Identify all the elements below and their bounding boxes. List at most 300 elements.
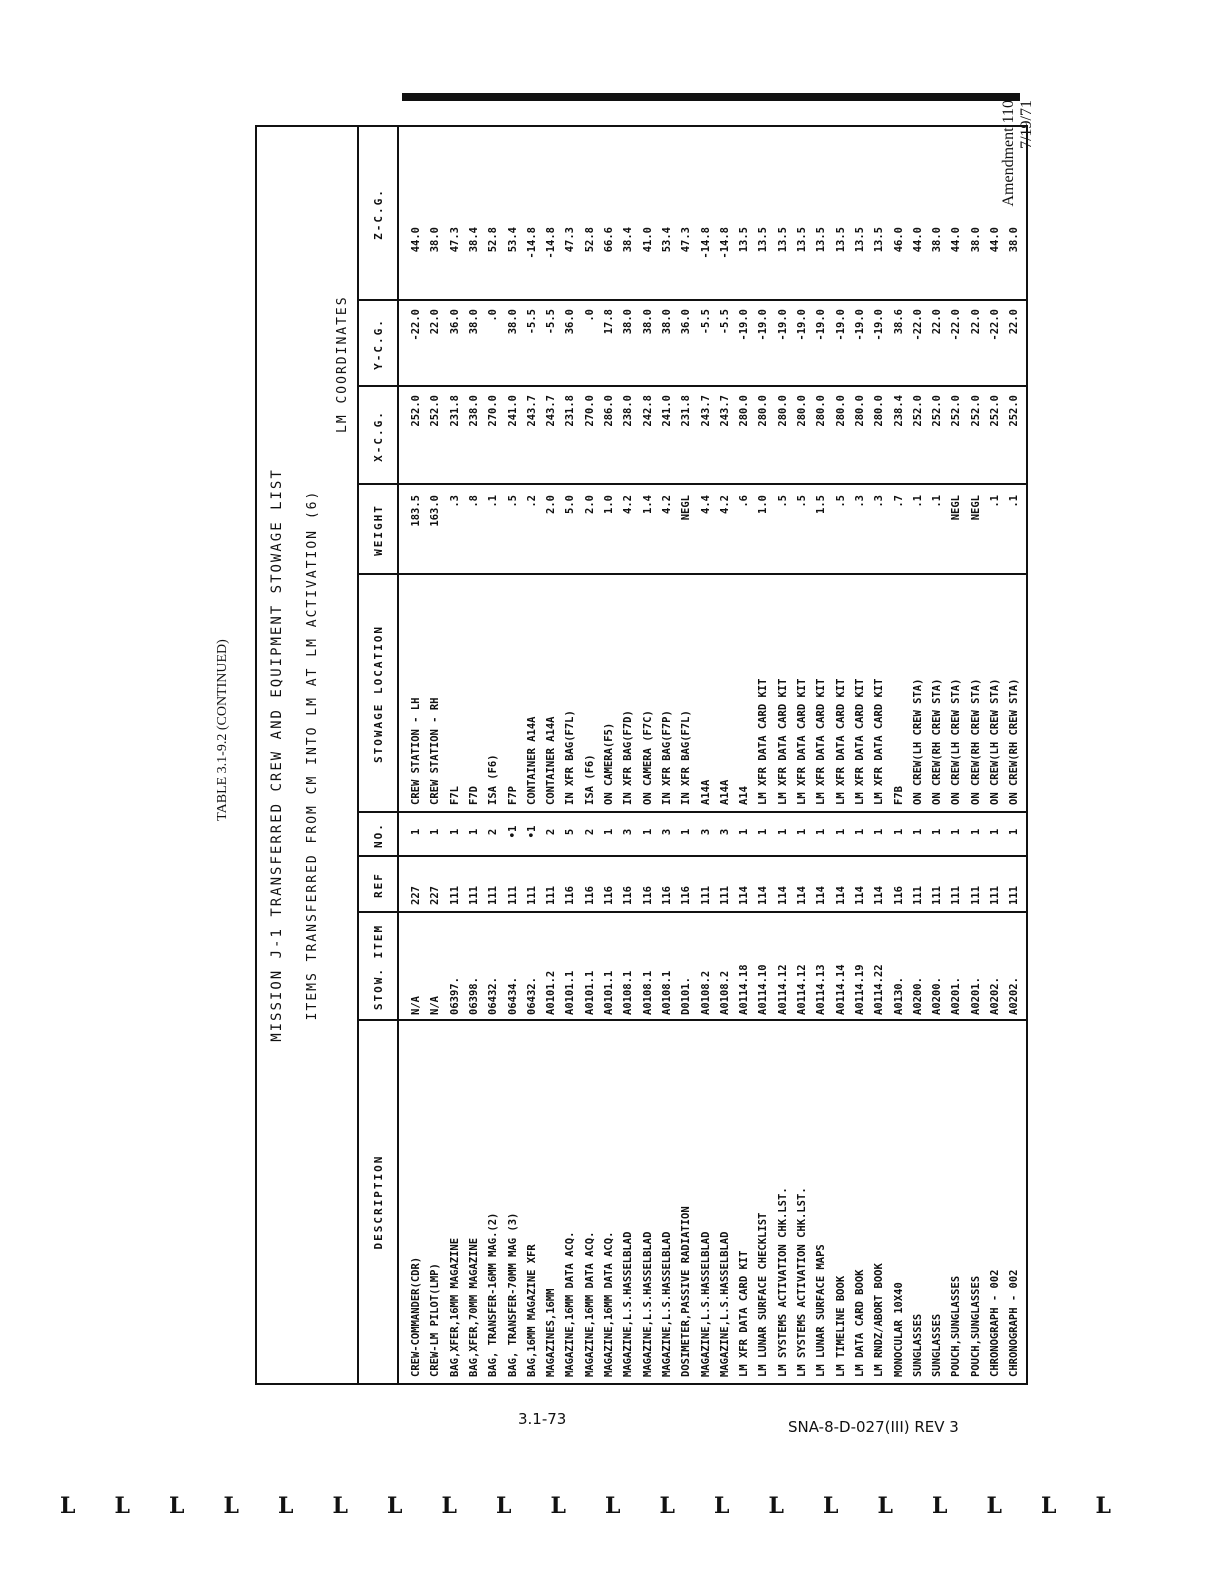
cell-wt: .7 (892, 495, 905, 508)
cell-wt: .3 (853, 495, 866, 508)
cell-wt: 2.0 (545, 495, 558, 514)
cell-loc: ISA (F6) (583, 754, 596, 805)
cell-loc: A14 (738, 786, 751, 805)
cell-stow: N/A (410, 996, 422, 1015)
cell-loc: IN XFR BAG(F7L) (680, 710, 693, 805)
cell-x: 231.8 (680, 395, 693, 427)
cell-z: 13.5 (776, 227, 789, 253)
cell-no: 1 (853, 828, 866, 836)
cell-ref: 111 (448, 886, 461, 905)
cell-y: 38.0 (660, 309, 673, 335)
cell-no: 2 (583, 828, 596, 836)
cell-y: 38.0 (506, 309, 519, 335)
col-header-z-cg: Z-C.G. (372, 188, 385, 240)
cell-y: -19.0 (873, 309, 886, 341)
cell-x: 252.0 (1008, 395, 1021, 427)
cell-no: 1 (950, 828, 963, 836)
cell-loc: A14A (699, 779, 712, 805)
cell-ref: 114 (796, 886, 808, 905)
table-row (737, 127, 751, 1383)
cell-loc: CONTAINER A14A (525, 716, 538, 805)
cell-no: 2 (545, 828, 558, 836)
cell-ref: 116 (641, 886, 654, 905)
cell-stow: A0201. (969, 977, 982, 1015)
cell-stow: 06397. (448, 977, 461, 1015)
cell-z: 44.0 (950, 227, 963, 253)
cell-ref: 116 (583, 886, 596, 905)
cell-loc: ON CREW(RH CREW STA) (931, 678, 944, 805)
cell-desc: MAGAZINE,16MM DATA ACQ. (583, 1231, 596, 1377)
table-row (969, 127, 983, 1383)
cell-stow: A0101.1 (583, 970, 596, 1015)
cell-z: 44.0 (989, 227, 1001, 253)
cell-ref: 111 (1008, 886, 1021, 905)
cell-ref: 114 (834, 886, 847, 905)
cell-z: 47.3 (564, 227, 577, 253)
cell-y: -22.0 (911, 309, 924, 341)
cell-z: 52.8 (487, 227, 500, 253)
cell-ref: 116 (603, 886, 615, 905)
document-id: SNA-8-D-027(III) REV 3 (788, 1418, 959, 1436)
cell-no: 1 (1008, 828, 1021, 836)
table-row (776, 127, 790, 1383)
cell-x: 243.7 (545, 395, 558, 427)
cell-z: 38.4 (467, 227, 480, 253)
table-row (563, 127, 577, 1383)
cell-no: 1 (603, 828, 615, 836)
cell-ref: 114 (738, 886, 751, 905)
film-mark: L (823, 1493, 839, 1519)
cell-ref: 111 (931, 886, 944, 905)
cell-wt: .1 (911, 495, 924, 508)
table-row (911, 127, 925, 1383)
cell-desc: LM RNDZ/ABORT BOOK (873, 1263, 886, 1377)
col-header-y-cg: Y-C.G. (372, 318, 385, 370)
cell-wt: .1 (989, 495, 1001, 508)
table-row (949, 127, 963, 1383)
cell-x: 243.7 (525, 395, 538, 427)
table-row (699, 127, 713, 1383)
cell-y: 36.0 (564, 309, 577, 335)
cell-y: -19.0 (757, 309, 770, 341)
cell-loc: ON CREW(RH CREW STA) (1008, 678, 1021, 805)
cell-desc: CREW-COMMANDER(CDR) (410, 1256, 422, 1377)
cell-loc: ON CREW(RH CREW STA) (969, 678, 982, 805)
cell-x: 270.0 (487, 395, 500, 427)
cell-y: -22.0 (950, 309, 963, 341)
cell-no: 1 (834, 828, 847, 836)
cell-wt: 2.0 (583, 495, 596, 514)
cell-ref: 114 (853, 886, 866, 905)
cell-no: 1 (796, 828, 808, 836)
film-mark: L (441, 1493, 457, 1519)
cell-ref: 111 (545, 886, 558, 905)
cell-no: 1 (680, 828, 693, 836)
cell-stow: A0114.12 (796, 964, 808, 1015)
cell-desc: LM LUNAR SURFACE MAPS (815, 1244, 828, 1377)
cell-y: 38.0 (622, 309, 635, 335)
cell-ref: 111 (950, 886, 963, 905)
cell-loc: ISA (F6) (487, 754, 500, 805)
cell-z: 38.4 (622, 227, 635, 253)
table-row (467, 127, 481, 1383)
cell-wt: 4.2 (718, 495, 731, 514)
cell-stow: A0200. (931, 977, 944, 1015)
cell-ref: 111 (467, 886, 480, 905)
film-mark: L (768, 1493, 784, 1519)
cell-y: -5.5 (525, 309, 538, 335)
cell-no: 1 (429, 828, 442, 836)
cell-ref: 114 (757, 886, 770, 905)
cell-loc: CREW STATION - LH (410, 697, 422, 805)
cell-loc: IN XFR BAG(F7D) (622, 710, 635, 805)
cell-x: 252.0 (429, 395, 442, 427)
cell-no: 1 (467, 828, 480, 836)
cell-x: 252.0 (931, 395, 944, 427)
cell-ref: 111 (525, 886, 538, 905)
table-row (641, 127, 655, 1383)
cell-ref: 111 (699, 886, 712, 905)
cell-wt: 1.4 (641, 495, 654, 514)
cell-z: 44.0 (410, 227, 422, 253)
cell-x: 280.0 (815, 395, 828, 427)
cell-loc: LM XFR DATA CARD KIT (834, 678, 847, 805)
cell-stow: A0114.13 (815, 964, 828, 1015)
cell-wt: .1 (931, 495, 944, 508)
film-mark: L (714, 1493, 730, 1519)
table-row (892, 127, 906, 1383)
cell-y: 22.0 (1008, 309, 1021, 335)
cell-no: 1 (410, 828, 422, 836)
cell-z: 13.5 (873, 227, 886, 253)
cell-ref: 111 (989, 886, 1001, 905)
cell-desc: LM DATA CARD BOOK (853, 1269, 866, 1377)
table-row (660, 127, 674, 1383)
cell-stow: A0202. (989, 977, 1001, 1015)
cell-desc: CREW-LM PILOT(LMP) (429, 1263, 442, 1377)
cell-wt: NEGL (969, 495, 982, 521)
cell-z: -14.8 (699, 227, 712, 259)
cell-loc: ON CAMERA(F5) (603, 722, 615, 805)
cell-wt: 183.5 (410, 495, 422, 527)
cell-wt: 5.0 (564, 495, 577, 514)
cell-wt: 4.2 (622, 495, 635, 514)
cell-x: 241.0 (660, 395, 673, 427)
cell-x: 238.0 (467, 395, 480, 427)
cell-y: 38.0 (641, 309, 654, 335)
cell-ref: 111 (969, 886, 982, 905)
cell-no: •1 (525, 825, 538, 839)
cell-ref: 116 (564, 886, 577, 905)
film-mark: L (605, 1493, 621, 1519)
cell-z: 47.3 (448, 227, 461, 253)
cell-no: 1 (931, 828, 944, 836)
cell-stow: A0101.1 (603, 970, 615, 1015)
cell-loc: LM XFR DATA CARD KIT (796, 678, 808, 805)
cell-x: 243.7 (699, 395, 712, 427)
film-mark: L (1095, 1493, 1111, 1519)
cell-stow: 06432. (525, 977, 538, 1015)
amendment-number: Amendment 110 (1000, 100, 1017, 207)
film-mark: L (387, 1493, 403, 1519)
cell-z: 13.5 (853, 227, 866, 253)
cell-z: 53.4 (660, 227, 673, 253)
cell-no: 3 (660, 828, 673, 836)
cell-desc: LM XFR DATA CARD KIT (738, 1250, 751, 1377)
cell-stow: A0130. (892, 977, 905, 1015)
cell-x: 252.0 (989, 395, 1001, 427)
cell-x: 238.0 (622, 395, 635, 427)
cell-loc: ON CREW(LH CREW STA) (989, 678, 1001, 805)
table-row (486, 127, 500, 1383)
cell-y: -19.0 (815, 309, 828, 341)
cell-z: -14.8 (545, 227, 558, 259)
film-mark: L (932, 1493, 948, 1519)
table-row (834, 127, 848, 1383)
cell-stow: A0108.2 (718, 970, 731, 1015)
film-mark: L (60, 1493, 76, 1519)
cell-z: 13.5 (757, 227, 770, 253)
cell-desc: LM TIMELINE BOOK (834, 1275, 847, 1377)
cell-stow: A0202. (1008, 977, 1021, 1015)
table-subtitle: ITEMS TRANSFERRED FROM CM INTO LM AT LM ACTIVATION (6) (305, 489, 320, 1021)
cell-loc: CREW STATION - RH (429, 697, 442, 805)
top-rule (402, 93, 1020, 101)
cell-loc: LM XFR DATA CARD KIT (776, 678, 789, 805)
table-row (814, 127, 828, 1383)
cell-wt: .8 (467, 495, 480, 508)
cell-y: 22.0 (969, 309, 982, 335)
cell-x: 252.0 (969, 395, 982, 427)
cell-x: 231.8 (448, 395, 461, 427)
cell-z: -14.8 (718, 227, 731, 259)
cell-z: 47.3 (680, 227, 693, 253)
film-mark: L (114, 1493, 130, 1519)
cell-loc: F7L (448, 786, 461, 805)
cell-stow: A0108.2 (699, 970, 712, 1015)
table-frame (255, 125, 1028, 1385)
cell-no: 1 (873, 828, 886, 836)
cell-desc: DOSIMETER,PASSIVE RADIATION (680, 1206, 693, 1377)
cell-desc: BAG,XFER,16MM MAGAZINE (448, 1237, 461, 1377)
cell-loc: ON CAMERA (F7C) (641, 710, 654, 805)
cell-no: 5 (564, 828, 577, 836)
film-mark: L (169, 1493, 185, 1519)
header-bottom-rule (397, 127, 399, 1383)
col-header-weight: WEIGHT (372, 504, 385, 556)
cell-x: 280.0 (776, 395, 789, 427)
cell-stow: A0114.12 (776, 964, 789, 1015)
film-mark: L (496, 1493, 512, 1519)
cell-no: 1 (892, 828, 905, 836)
cell-y: 38.0 (467, 309, 480, 335)
cell-z: 38.0 (429, 227, 442, 253)
cell-wt: 1.0 (603, 495, 615, 514)
col-header-x-cg: X-C.G. (372, 410, 385, 462)
cell-y: 22.0 (429, 309, 442, 335)
col-header-ref: REF (372, 872, 385, 898)
table-row (409, 127, 423, 1383)
cell-z: 44.0 (911, 227, 924, 253)
cell-x: 270.0 (583, 395, 596, 427)
cell-x: 231.8 (564, 395, 577, 427)
cell-y: -5.5 (699, 309, 712, 335)
amendment-date: 7/19/71 (1018, 100, 1035, 149)
cell-desc: POUCH,SUNGLASSES (969, 1275, 982, 1377)
cell-stow: A0114.10 (757, 964, 770, 1015)
cell-desc: MAGAZINE,L.S.HASSELBLAD (641, 1231, 654, 1377)
cell-z: 13.5 (796, 227, 808, 253)
cell-desc: CHRONOGRAPH - 002 (989, 1269, 1001, 1377)
cell-y: -19.0 (853, 309, 866, 341)
col-header-stowage-location: STOWAGE LOCATION (372, 625, 385, 763)
cell-desc: BAG,XFER,70MM MAGAZINE (467, 1237, 480, 1377)
cell-desc: MAGAZINES,16MM (545, 1288, 558, 1377)
cell-no: 3 (718, 828, 731, 836)
cell-x: 243.7 (718, 395, 731, 427)
cell-stow: A0114.19 (853, 964, 866, 1015)
cell-desc: MAGAZINE,L.S.HASSELBLAD (622, 1231, 635, 1377)
cell-stow: N/A (429, 996, 442, 1015)
cell-z: 52.8 (583, 227, 596, 253)
cell-wt: .2 (525, 495, 538, 508)
cell-desc: BAG, TRANSFER-16MM MAG.(2) (487, 1212, 500, 1377)
col-header-description: DESCRIPTION (372, 1154, 385, 1250)
cell-no: 1 (641, 828, 654, 836)
cell-desc: MAGAZINE,16MM DATA ACQ. (564, 1231, 577, 1377)
cell-no: 3 (622, 828, 635, 836)
cell-y: 17.8 (603, 309, 615, 335)
cell-loc: IN XFR BAG(F7P) (660, 710, 673, 805)
cell-desc: SUNGLASSES (931, 1313, 944, 1377)
cell-ref: 227 (429, 886, 442, 905)
film-mark: L (223, 1493, 239, 1519)
film-mark: L (332, 1493, 348, 1519)
cell-y: -19.0 (738, 309, 751, 341)
cell-x: 286.0 (603, 395, 615, 427)
cell-y: -19.0 (776, 309, 789, 341)
cell-z: 38.0 (969, 227, 982, 253)
col-header-no: NO. (372, 822, 385, 848)
table-row (756, 127, 770, 1383)
table-row (853, 127, 867, 1383)
table-row (718, 127, 732, 1383)
cell-loc: LM XFR DATA CARD KIT (815, 678, 828, 805)
cell-x: 242.8 (641, 395, 654, 427)
cell-desc: BAG, TRANSFER-70MM MAG (3) (506, 1212, 519, 1377)
cell-y: .0 (487, 309, 500, 322)
cell-stow: A0114.14 (834, 964, 847, 1015)
cell-z: 13.5 (815, 227, 828, 253)
cell-stow: D0101. (680, 977, 693, 1015)
cell-ref: 116 (622, 886, 635, 905)
cell-y: -5.5 (718, 309, 731, 335)
cell-z: 46.0 (892, 227, 905, 253)
cell-y: 38.6 (892, 309, 905, 335)
cell-ref: 116 (892, 886, 905, 905)
cell-no: 1 (738, 828, 751, 836)
cell-no: 1 (815, 828, 828, 836)
bottom-film-marks (60, 1493, 1160, 1523)
cell-wt: 4.2 (660, 495, 673, 514)
cell-ref: 116 (680, 886, 693, 905)
table-row (428, 127, 442, 1383)
cell-ref: 114 (815, 886, 828, 905)
cell-stow: A0108.1 (641, 970, 654, 1015)
cell-desc: LM SYSTEMS ACTIVATION CHK.LST. (776, 1187, 789, 1377)
cell-desc: MAGAZINE,L.S.HASSELBLAD (718, 1231, 731, 1377)
stowage-table (255, 125, 1028, 1385)
cell-x: 252.0 (410, 395, 422, 427)
cell-wt: .3 (873, 495, 886, 508)
cell-desc: SUNGLASSES (911, 1313, 924, 1377)
header-top-rule (357, 127, 359, 1383)
table-row (583, 127, 597, 1383)
table-title: MISSION J-1 TRANSFERRED CREW AND EQUIPMENT STOWAGE LIST (269, 468, 285, 1042)
cell-stow: A0108.1 (622, 970, 635, 1015)
cell-ref: 116 (660, 886, 673, 905)
cell-wt: NEGL (950, 495, 963, 521)
cell-desc: MAGAZINE,L.S.HASSELBLAD (660, 1231, 673, 1377)
film-mark: L (659, 1493, 675, 1519)
cell-z: 41.0 (641, 227, 654, 253)
cell-wt: .5 (506, 495, 519, 508)
cell-x: 252.0 (911, 395, 924, 427)
cell-wt: .5 (834, 495, 847, 508)
cell-desc: BAG,16MM MAGAZINE XFR (525, 1244, 538, 1377)
table-row (872, 127, 886, 1383)
cell-desc: LM LUNAR SURFACE CHECKLIST (757, 1212, 770, 1377)
cell-y: -22.0 (410, 309, 422, 341)
cell-ref: 111 (506, 886, 519, 905)
cell-stow: A0101.2 (545, 970, 558, 1015)
cell-stow: A0200. (911, 977, 924, 1015)
cell-stow: A0114.22 (873, 964, 886, 1015)
cell-x: 280.0 (757, 395, 770, 427)
cell-no: 1 (989, 828, 1001, 836)
cell-desc: CHRONOGRAPH - 002 (1008, 1269, 1021, 1377)
cell-stow: 06434. (506, 977, 519, 1015)
cell-loc: CONTAINER A14A (545, 716, 558, 805)
cell-loc: A14A (718, 779, 731, 805)
film-mark: L (1041, 1493, 1057, 1519)
cell-stow: 06432. (487, 977, 500, 1015)
cell-desc: POUCH,SUNGLASSES (950, 1275, 963, 1377)
cell-x: 238.4 (892, 395, 905, 427)
cell-x: 280.0 (853, 395, 866, 427)
cell-y: -5.5 (545, 309, 558, 335)
table-row (506, 127, 520, 1383)
cell-x: 280.0 (873, 395, 886, 427)
cell-no: 2 (487, 828, 500, 836)
cell-y: .0 (583, 309, 596, 322)
cell-ref: 111 (911, 886, 924, 905)
cell-y: 22.0 (931, 309, 944, 335)
film-mark: L (278, 1493, 294, 1519)
cell-loc: ON CREW(LH CREW STA) (950, 678, 963, 805)
lm-coordinates-header: LM COORDINATES (335, 295, 350, 433)
cell-wt: 1.5 (815, 495, 828, 514)
cell-ref: 227 (410, 886, 422, 905)
cell-z: 53.4 (506, 227, 519, 253)
cell-z: -14.8 (525, 227, 538, 259)
cell-no: 1 (448, 828, 461, 836)
film-mark: L (877, 1493, 893, 1519)
table-row (525, 127, 539, 1383)
cell-loc: F7B (892, 786, 905, 805)
cell-y: -19.0 (796, 309, 808, 341)
film-mark: L (550, 1493, 566, 1519)
